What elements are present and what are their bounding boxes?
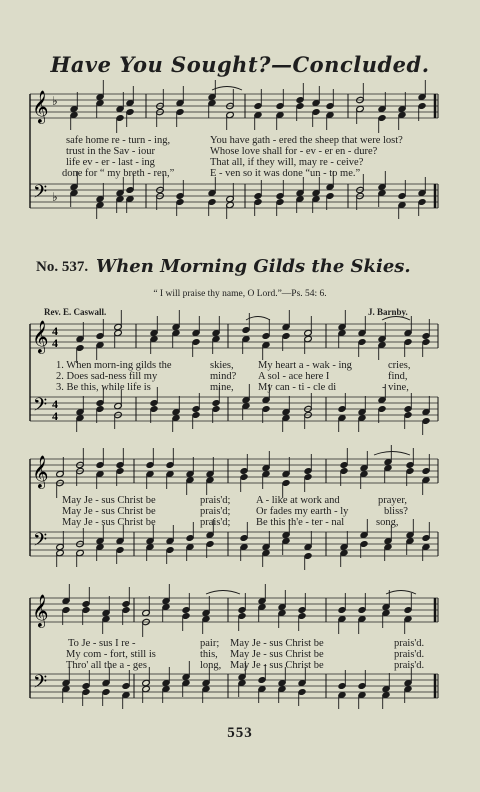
lyric-line: May Je - sus Christ be	[62, 506, 156, 517]
treble-clef-icon: 𝄞	[32, 320, 49, 353]
slur	[382, 317, 410, 321]
lyric-line: Or fades my earth - ly	[256, 506, 349, 517]
slur	[206, 591, 240, 595]
lyric-line: My heart a - wak - ing	[258, 360, 352, 371]
lyric-line: cries,	[388, 360, 411, 371]
slur	[212, 87, 242, 91]
lyric-line: Thro' all the a - ges	[66, 660, 147, 671]
time-signature: 4	[52, 324, 58, 338]
lyric-line: E - ven so it was done “un - to me.”	[210, 168, 361, 179]
treble-clef-icon: 𝄞	[32, 594, 49, 627]
lyric-line: prais'd;	[200, 506, 231, 517]
bass-clef-icon: 𝄢	[33, 530, 48, 555]
page-number: 553	[227, 725, 253, 741]
lyric-line: prais'd.	[394, 638, 425, 649]
lyric-line: find,	[388, 371, 408, 382]
lyric-line: song,	[376, 517, 399, 528]
lyric-line: My com - fort, still is	[66, 649, 156, 660]
lyric-line: My can - ti - cle di	[258, 382, 337, 393]
lyric-line: May Je - sus Christ be	[62, 517, 156, 528]
lyrics-block	[30, 638, 438, 792]
slur	[374, 452, 410, 456]
music-system-1	[30, 318, 438, 448]
time-signature: 4	[52, 336, 58, 350]
bass-clef-icon: 𝄢	[33, 672, 48, 697]
continued-hymn-title: Have You Sought?—Concluded.	[50, 52, 430, 77]
lyric-line: 1. When morn-ing gilds the	[56, 360, 172, 371]
lyric-line: skies,	[210, 360, 234, 371]
lyric-line: long,	[200, 660, 222, 671]
lyrics-block	[30, 135, 438, 245]
lyric-line: this,	[200, 649, 218, 660]
lyric-line: bliss?	[384, 506, 408, 517]
lyric-line: - vine,	[382, 382, 409, 393]
lyric-line: 2. Does sad-ness fill my	[56, 371, 158, 382]
lyric-line: May Je - sus Christ be	[230, 660, 324, 671]
lyric-line: done for “ my breth - ren,”	[62, 168, 175, 179]
lyric-line: To Je - sus I re -	[68, 638, 136, 649]
music-system-concluded	[30, 88, 438, 223]
lyric-line: A sol - ace here I	[258, 371, 330, 382]
composer-credit: J. Barnby.	[368, 307, 408, 317]
flat-icon: ♭	[52, 190, 58, 204]
time-signature: 4	[52, 397, 58, 411]
music-system-2	[30, 453, 438, 583]
hymn-number: No. 537.	[36, 259, 89, 275]
lyric-line: A - like at work and	[256, 495, 340, 506]
lyric-line: You have gath - ered the sheep that were lost?	[210, 135, 403, 146]
bass-clef-icon: 𝄢	[33, 395, 48, 420]
lyric-line: prais'd;	[200, 495, 231, 506]
lyric-line: May Je - sus Christ be	[230, 638, 324, 649]
scripture-reference: “ I will praise thy name, O Lord.”—Ps. 54: 6.	[153, 289, 327, 299]
lyric-line: prais'd.	[394, 660, 425, 671]
treble-clef-icon: 𝄞	[32, 90, 49, 123]
lyric-line: pair;	[200, 638, 220, 649]
treble-clef-icon: 𝄞	[32, 455, 49, 488]
lyric-line: trust in the Sav - iour	[66, 146, 155, 157]
lyric-line: May Je - sus Christ be	[230, 649, 324, 660]
lyric-line: safe home re - turn - ing,	[66, 135, 171, 146]
lyric-line: May Je - sus Christ be	[62, 495, 156, 506]
lyric-line: 3. Be this, while life is	[56, 382, 151, 393]
time-signature: 4	[52, 409, 58, 423]
music-system-3	[30, 590, 438, 720]
lyric-line: mine,	[210, 382, 234, 393]
author-credit: Rev. E. Caswall.	[44, 307, 107, 317]
lyric-line: life ev - er - last - ing	[66, 157, 155, 168]
lyric-line: That all, if they will, may re - ceive?	[210, 157, 364, 168]
hymn-title: When Morning Gilds the Skies.	[96, 256, 411, 277]
lyric-line: prais'd.	[394, 649, 425, 660]
lyric-line: mind?	[210, 371, 237, 382]
lyric-line: Whose love shall for - ev - er en - dure?	[210, 146, 378, 157]
lyric-line: prais'd;	[200, 517, 231, 528]
bass-clef-icon: 𝄢	[33, 182, 48, 207]
lyric-line: prayer,	[378, 495, 408, 506]
lyric-line: Be this th'e - ter - nal	[256, 517, 345, 528]
flat-icon: ♭	[52, 94, 58, 108]
